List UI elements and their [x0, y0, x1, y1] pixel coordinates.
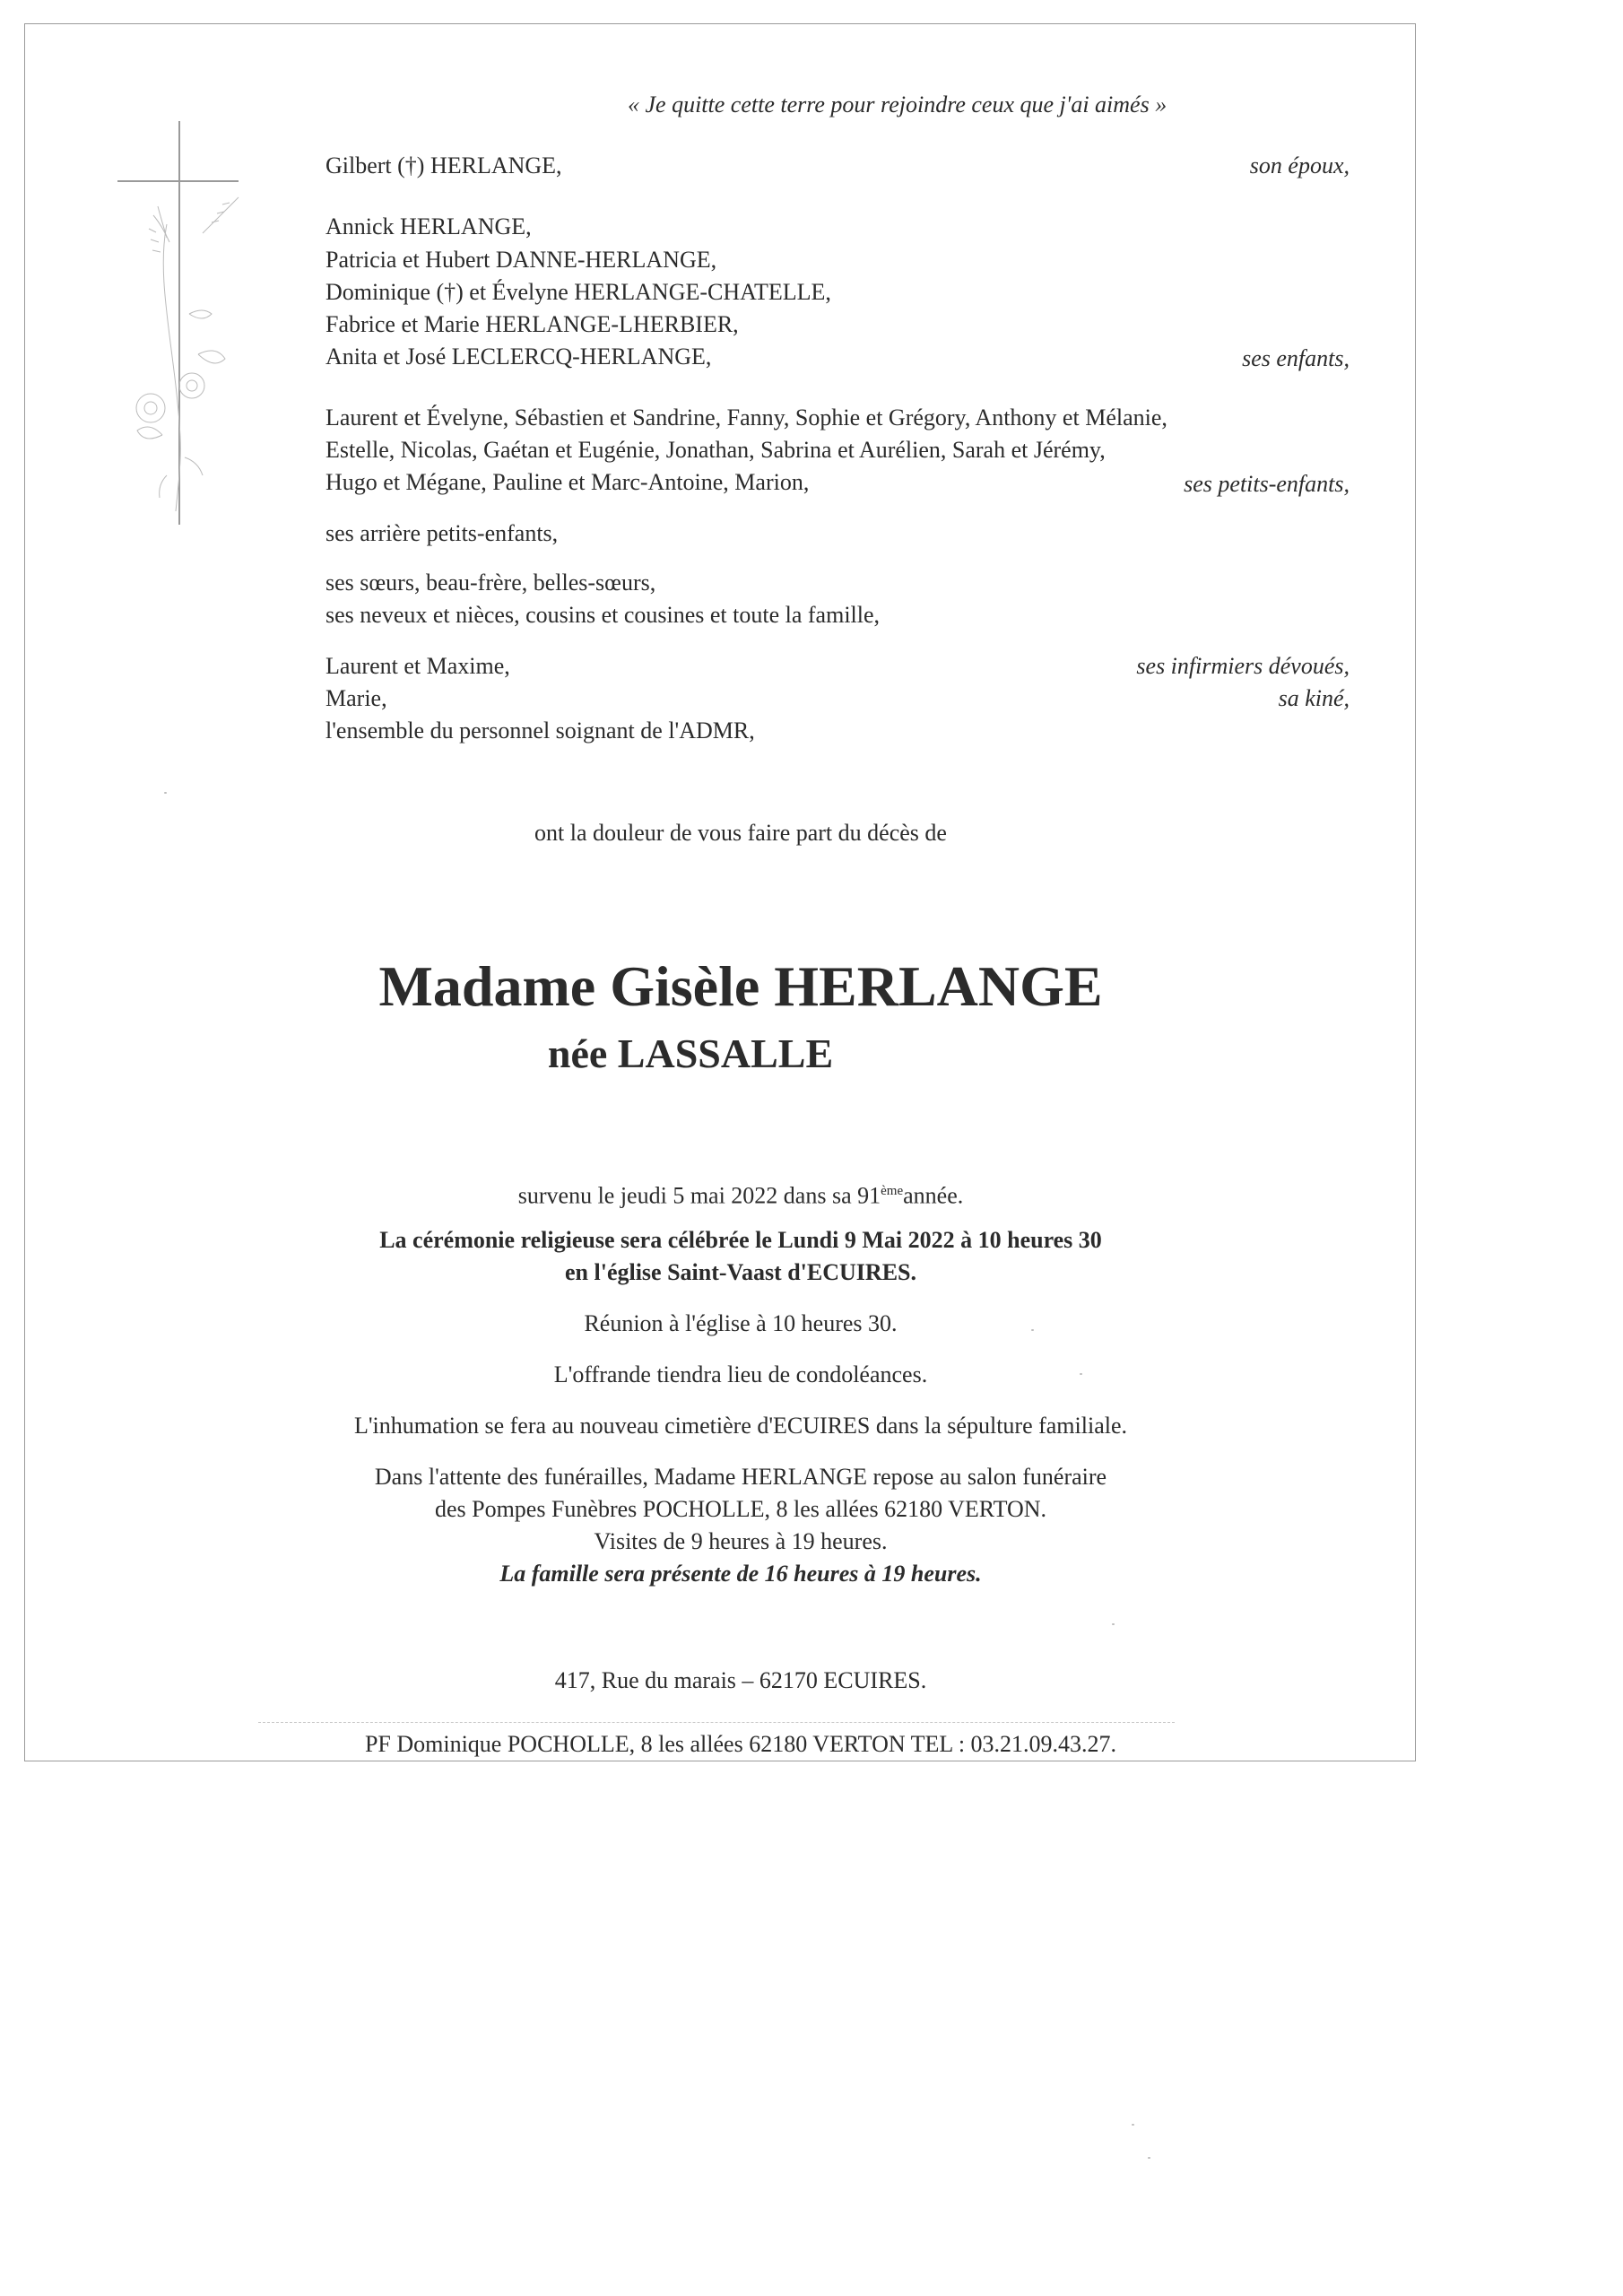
death-date-suffix: année.	[903, 1182, 964, 1209]
death-date-ordinal: ème	[881, 1184, 904, 1198]
funeral-home-line: Visites de 9 heures à 19 heures.	[594, 1528, 888, 1554]
siblings-line: ses sœurs, beau-frère, belles-sœurs,	[325, 570, 656, 596]
child-name: Patricia et Hubert DANNE-HERLANGE,	[325, 247, 717, 273]
siblings-line: ses neveux et nièces, cousins et cousines et toute la famille,	[325, 602, 881, 628]
announcement: ont la douleur de vous faire part du décès de	[534, 820, 947, 846]
meeting: Réunion à l'église à 10 heures 30.	[584, 1310, 898, 1336]
funeral-home-line: Dans l'attente des funérailles, Madame HERLANGE repose au salon funéraire	[374, 1464, 1107, 1490]
child-name: Anita et José LECLERCQ-HERLANGE,	[325, 344, 712, 370]
burial: L'inhumation se fera au nouveau cimetière d'ECUIRES dans la sépulture familiale.	[353, 1413, 1128, 1439]
great-grandchildren: ses arrière petits-enfants,	[325, 520, 559, 546]
deceased-name: Madame Gisèle HERLANGE	[378, 954, 1103, 1018]
scan-speck	[1031, 1329, 1034, 1331]
footer-contact: PF Dominique POCHOLLE, 8 les allées 62180 VERTON TEL : 03.21.09.43.27.	[364, 1731, 1117, 1757]
child-name: Fabrice et Marie HERLANGE-LHERBIER,	[325, 311, 739, 337]
ceremony-line: en l'église Saint-Vaast d'ECUIRES.	[565, 1259, 916, 1285]
spouse-role: son époux,	[1249, 152, 1350, 178]
spouse-name: Gilbert (†) HERLANGE,	[325, 152, 562, 178]
carer-name: Marie,	[325, 685, 387, 711]
ceremony-line: La cérémonie religieuse sera célébrée le Lundi 9 Mai 2022 à 10 heures 30	[379, 1227, 1102, 1253]
scan-speck	[1080, 1373, 1082, 1375]
address: 417, Rue du marais – 62170 ECUIRES.	[554, 1667, 927, 1693]
scan-speck	[164, 792, 167, 794]
epigraph: « Je quitte cette terre pour rejoindre ceux que j'ai aimés »	[628, 91, 1167, 117]
footer-divider	[258, 1722, 1175, 1723]
carer-name: l'ensemble du personnel soignant de l'ADMR,	[325, 718, 755, 744]
child-name: Annick HERLANGE,	[325, 213, 532, 239]
death-date-text: survenu le jeudi 5 mai 2022 dans sa 91	[517, 1182, 881, 1209]
carer-name: Laurent et Maxime,	[325, 653, 510, 679]
grandchildren-line: Estelle, Nicolas, Gaétan et Eugénie, Jonathan, Sabrina et Aurélien, Sarah et Jérémy,	[325, 437, 1106, 463]
cross-with-flowers-icon	[113, 117, 274, 529]
scan-speck	[1112, 1623, 1115, 1625]
children-role: ses enfants,	[1242, 345, 1350, 371]
deceased-birth-name: née LASSALLE	[547, 1031, 834, 1076]
offering: L'offrande tiendra lieu de condoléances.	[553, 1361, 928, 1387]
funeral-home-line: des Pompes Funèbres POCHOLLE, 8 les allées 62180 VERTON.	[434, 1496, 1047, 1522]
child-name: Dominique (†) et Évelyne HERLANGE-CHATELLE,	[325, 279, 831, 305]
family-presence: La famille sera présente de 16 heures à 19 heures.	[499, 1561, 982, 1587]
grandchildren-role: ses petits-enfants,	[1184, 471, 1350, 497]
carer-role: ses infirmiers dévoués,	[1136, 653, 1350, 679]
carer-role: sa kiné,	[1278, 685, 1350, 711]
scan-speck	[1148, 2157, 1150, 2159]
death-date	[0, 1179, 1481, 1208]
grandchildren-line: Laurent et Évelyne, Sébastien et Sandrine, Fanny, Sophie et Grégory, Anthony et Mélanie,	[325, 404, 1167, 430]
grandchildren-line: Hugo et Mégane, Pauline et Marc-Antoine, Marion,	[325, 469, 810, 495]
scan-speck	[1132, 2124, 1134, 2126]
